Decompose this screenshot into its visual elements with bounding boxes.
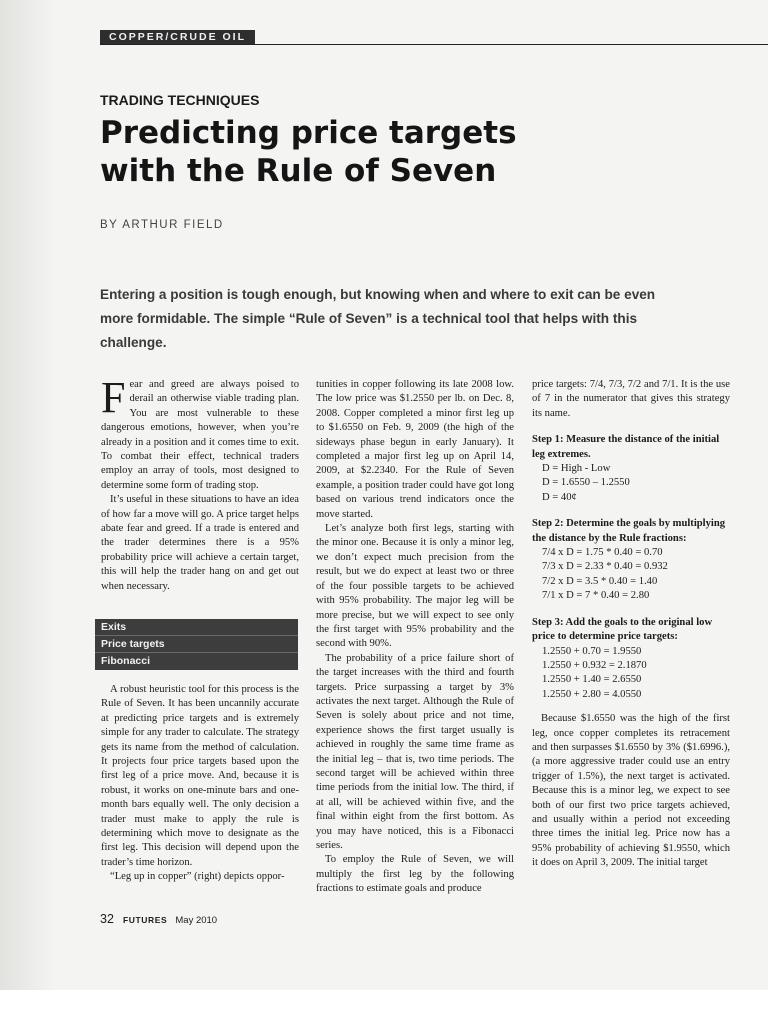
- kicker: TRADING TECHNIQUES: [100, 92, 260, 108]
- column-2: [316, 378, 514, 897]
- byline: BY ARTHUR FIELD: [100, 219, 224, 231]
- drop-cap: F: [101, 373, 126, 422]
- page-footer: [100, 912, 217, 926]
- page-shadow-edge: [0, 0, 56, 1024]
- keyword-item: Fibonacci: [101, 655, 151, 667]
- spacer: [532, 702, 730, 712]
- equation-line: 7/2 x D = 3.5 * 0.40 = 1.40: [542, 575, 658, 587]
- column-1-bottom: [101, 683, 299, 885]
- keywords-box: [95, 619, 298, 670]
- issue-date: May 2010: [175, 915, 218, 926]
- equation-line: 1.2550 + 1.40 = 2.6550: [542, 674, 642, 686]
- scan-bottom-margin: [0, 990, 768, 1024]
- column-3: [532, 378, 730, 871]
- title-line-1: Predicting price targets: [100, 115, 517, 151]
- equation-line: D = High - Low: [542, 463, 611, 475]
- step-1-heading: Step 1: Measure the distance of the initial leg extremes.: [532, 434, 720, 460]
- keyword-item: Exits: [95, 619, 298, 636]
- page-number: 32: [100, 912, 114, 926]
- keyword-item: Price targets: [95, 636, 298, 653]
- paragraph: [101, 373, 299, 493]
- section-header-rule: [100, 30, 768, 45]
- magazine-name: FUTURES: [122, 915, 168, 925]
- paragraph-text: ear and greed are always poised to derail an otherwise viable trading plan. You are most vulnerable to these dangerous emotions, however, when you’re already in a position and it comes time to exit. To combat their effect, technical traders employ an array of tools, most designed to determine some form of trading stop.: [101, 379, 299, 491]
- section-tag: COPPER/CRUDE OIL: [100, 30, 255, 44]
- paragraph: The probability of a price failure short of the target increases with the third and fourth targets. Price surpassing a target by 3% activates the next target. Although the Rule of Seven is solely about price and not time, experience shows the first target usually is achieved in roughly the same time frame as the initial leg – that is, two time periods. The second target will be achieved within three time periods from the initial low. The third, if at all, will be achieved within five, and the final within eight from the first bottom. As you may have noticed, this is a Fibonacci series.: [316, 652, 514, 851]
- equation-line: D = 1.6550 – 1.2550: [542, 477, 630, 489]
- column-1-top: [101, 373, 299, 594]
- paragraph: price targets: 7/4, 7/3, 7/2 and 7/1. It is the use of 7 in the numerator that gives this strategy its name.: [532, 379, 730, 419]
- paragraph: Because $1.6550 was the high of the first leg, once copper completes its retracement and then surpasses $1.6550 by 3% ($1.6996.), (a more aggressive trader could use an entry trigger of 1.5%), the next target is activated. Because this is a minor leg, we expect to see both of our first two price targets achieved, and usually within a period not exceeding three times the initial leg. Price now has a 95% probability of achieving $1.9550, which it does on April 3, 2009. The initial target: [532, 713, 730, 869]
- step-3-heading: Step 3: Add the goals to the original low price to determine price targets:: [532, 616, 713, 643]
- equation-line: 7/4 x D = 1.75 * 0.40 = 0.70: [542, 547, 663, 559]
- step-2-heading: Step 2: Determine the goals by multiplying the distance by the Rule fractions:: [532, 518, 726, 544]
- deck-text: Entering a position is tough enough, but knowing when and where to exit can be even more formidable. The simple “Rule of Seven” is a technical tool that helps with this challenge.: [100, 287, 656, 350]
- equation-line: D = 40¢: [542, 491, 577, 503]
- equation-line: 1.2550 + 0.932 = 2.1870: [542, 659, 647, 671]
- article-title: [100, 114, 660, 190]
- paragraph: Let’s analyze both first legs, starting with the minor one. Because it is only a minor leg, we don’t expect much precision from the result, but we do expect at least two or three of the four possible targets to be achieved with 95% probability. The major leg will be more precise, but we will expect to see only the first target with 95% probability and the second with 90%.: [316, 523, 514, 650]
- paragraph: It’s useful in these situations to have an idea of how far a move will go. A price target helps abate fear and greed. If a trade is entered and the trader determines there is a 95% probability price will achieve a certain target, this will help the trader hang on and get out when necessary.: [101, 494, 299, 592]
- paragraph: To employ the Rule of Seven, we will multiply the first leg by the following fractions to estimate goals and produce: [316, 854, 514, 895]
- equation-line: 7/1 x D = 7 * 0.40 = 2.80: [542, 590, 650, 602]
- equation-line: 1.2550 + 0.70 = 1.9550: [542, 645, 642, 657]
- paragraph: “Leg up in copper” (right) depicts oppor-: [110, 871, 285, 883]
- equation-line: 7/3 x D = 2.33 * 0.40 = 0.932: [542, 561, 668, 573]
- equation-line: 1.2550 + 2.80 = 4.0550: [542, 688, 642, 700]
- paragraph: tunities in copper following its late 2008 low. The low price was $1.2550 per lb. on Dec. 8, 2008. Copper completed a minor first leg up to $1.6550 on Feb. 9, 2009 (the high of the sideways phase begun in early January). It completed a major first leg up on April 14, 2009, at $2.2340. For the Rule of Seven example, a position trader could have got long based on various trend indicators once the move started.: [316, 379, 514, 520]
- paragraph: A robust heuristic tool for this process is the Rule of Seven. It has been uncannily accurate at predicting price targets and is extremely simple for any trader to calculate. The strategy gets its name from the method of calculation. It projects four price targets based upon the first leg of a price move. And, because it is robust, it works on one-minute bars and one-month bars equally well. The only decision a trader must make to apply the rule is determining which move to designate as the first leg. This decision will depend upon the trader’s time horizon.: [101, 684, 299, 868]
- title-line-2: with the Rule of Seven: [100, 153, 497, 189]
